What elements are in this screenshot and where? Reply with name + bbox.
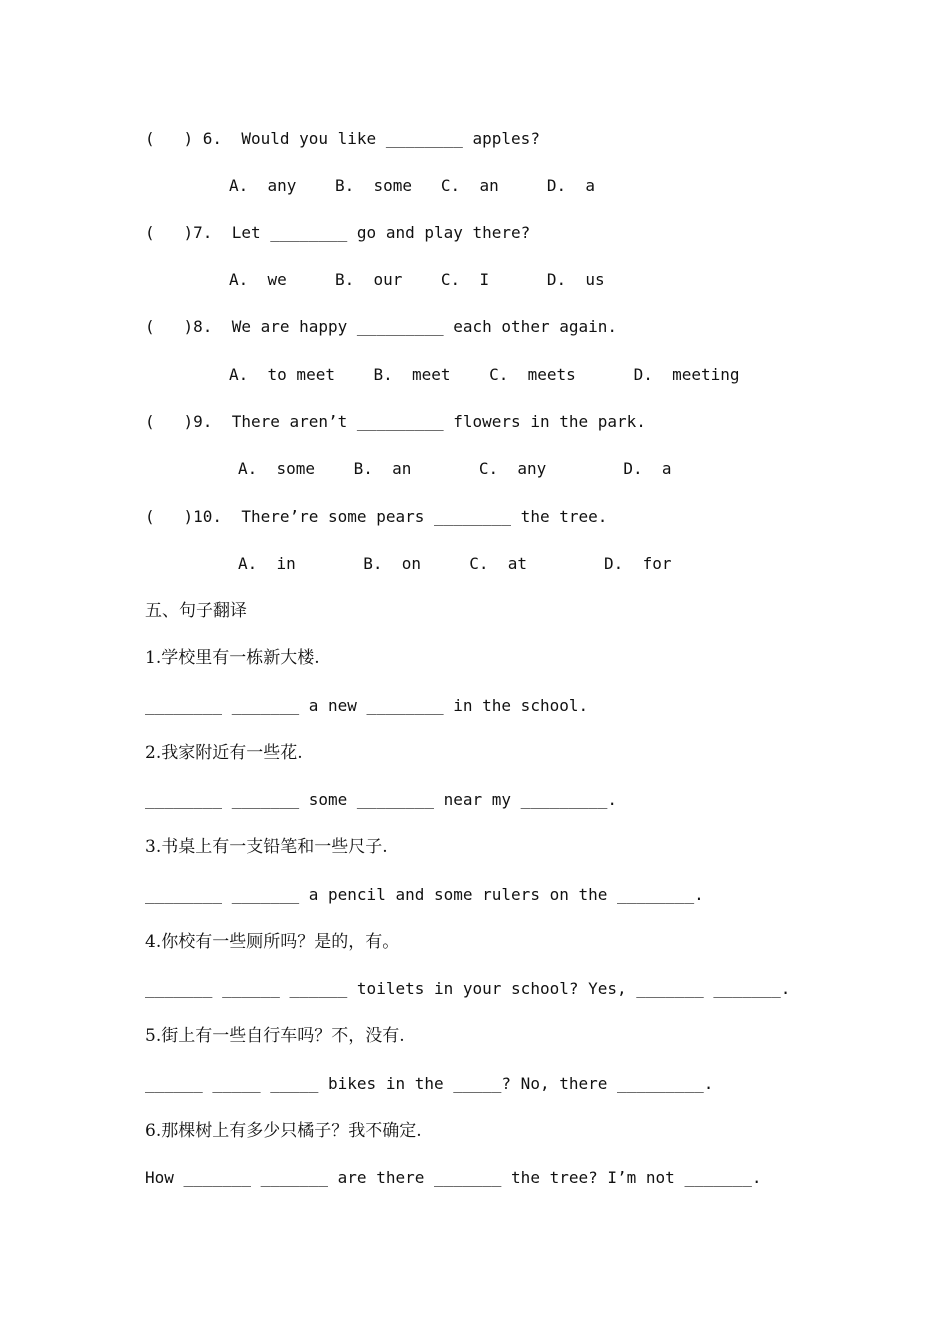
translation-5-answer: ______ _____ _____ bikes in the _____? No, there _________.	[145, 1074, 714, 1093]
translation-1-answer: ________ _______ a new ________ in the school.	[145, 696, 589, 715]
translation-5-prompt: 5.街上有一些自行车吗？不，没有.	[145, 1026, 405, 1046]
translation-4-prompt: 4.你校有一些厕所吗？是的，有。	[145, 932, 400, 952]
question-7-stem: ( )7. Let ________ go and play there?	[145, 223, 531, 242]
translation-6-prompt: 6.那棵树上有多少只橘子？我不确定.	[145, 1121, 422, 1141]
question-9-stem: ( )9. There aren’t _________ flowers in the park.	[145, 412, 646, 431]
question-6-options: A. any B. some C. an D. a	[229, 176, 596, 195]
translation-2-answer: ________ _______ some ________ near my _________.	[145, 790, 618, 809]
question-6-stem: ( ) 6. Would you like ________ apples?	[145, 129, 540, 148]
translation-1-prompt: 1.学校里有一栋新大楼.	[145, 648, 320, 668]
section-heading: 五、句子翻译	[145, 601, 247, 621]
question-10-options: A. in B. on C. at D. for	[238, 554, 672, 573]
question-10-stem: ( )10. There’re some pears ________ the tree.	[145, 507, 608, 526]
translation-4-answer: _______ ______ ______ toilets in your school? Yes, _______ _______.	[145, 979, 791, 998]
question-7-options: A. we B. our C. I D. us	[229, 270, 605, 289]
question-8-stem: ( )8. We are happy _________ each other again.	[145, 317, 618, 336]
translation-3-answer: ________ _______ a pencil and some rulers on the ________.	[145, 885, 704, 904]
question-9-options: A. some B. an C. any D. a	[238, 459, 672, 478]
question-8-options: A. to meet B. meet C. meets D. meeting	[229, 365, 740, 384]
translation-2-prompt: 2.我家附近有一些花.	[145, 743, 303, 763]
translation-6-answer: How _______ _______ are there _______ the tree? I’m not _______.	[145, 1168, 762, 1187]
translation-3-prompt: 3.书桌上有一支铅笔和一些尺子.	[145, 837, 388, 857]
